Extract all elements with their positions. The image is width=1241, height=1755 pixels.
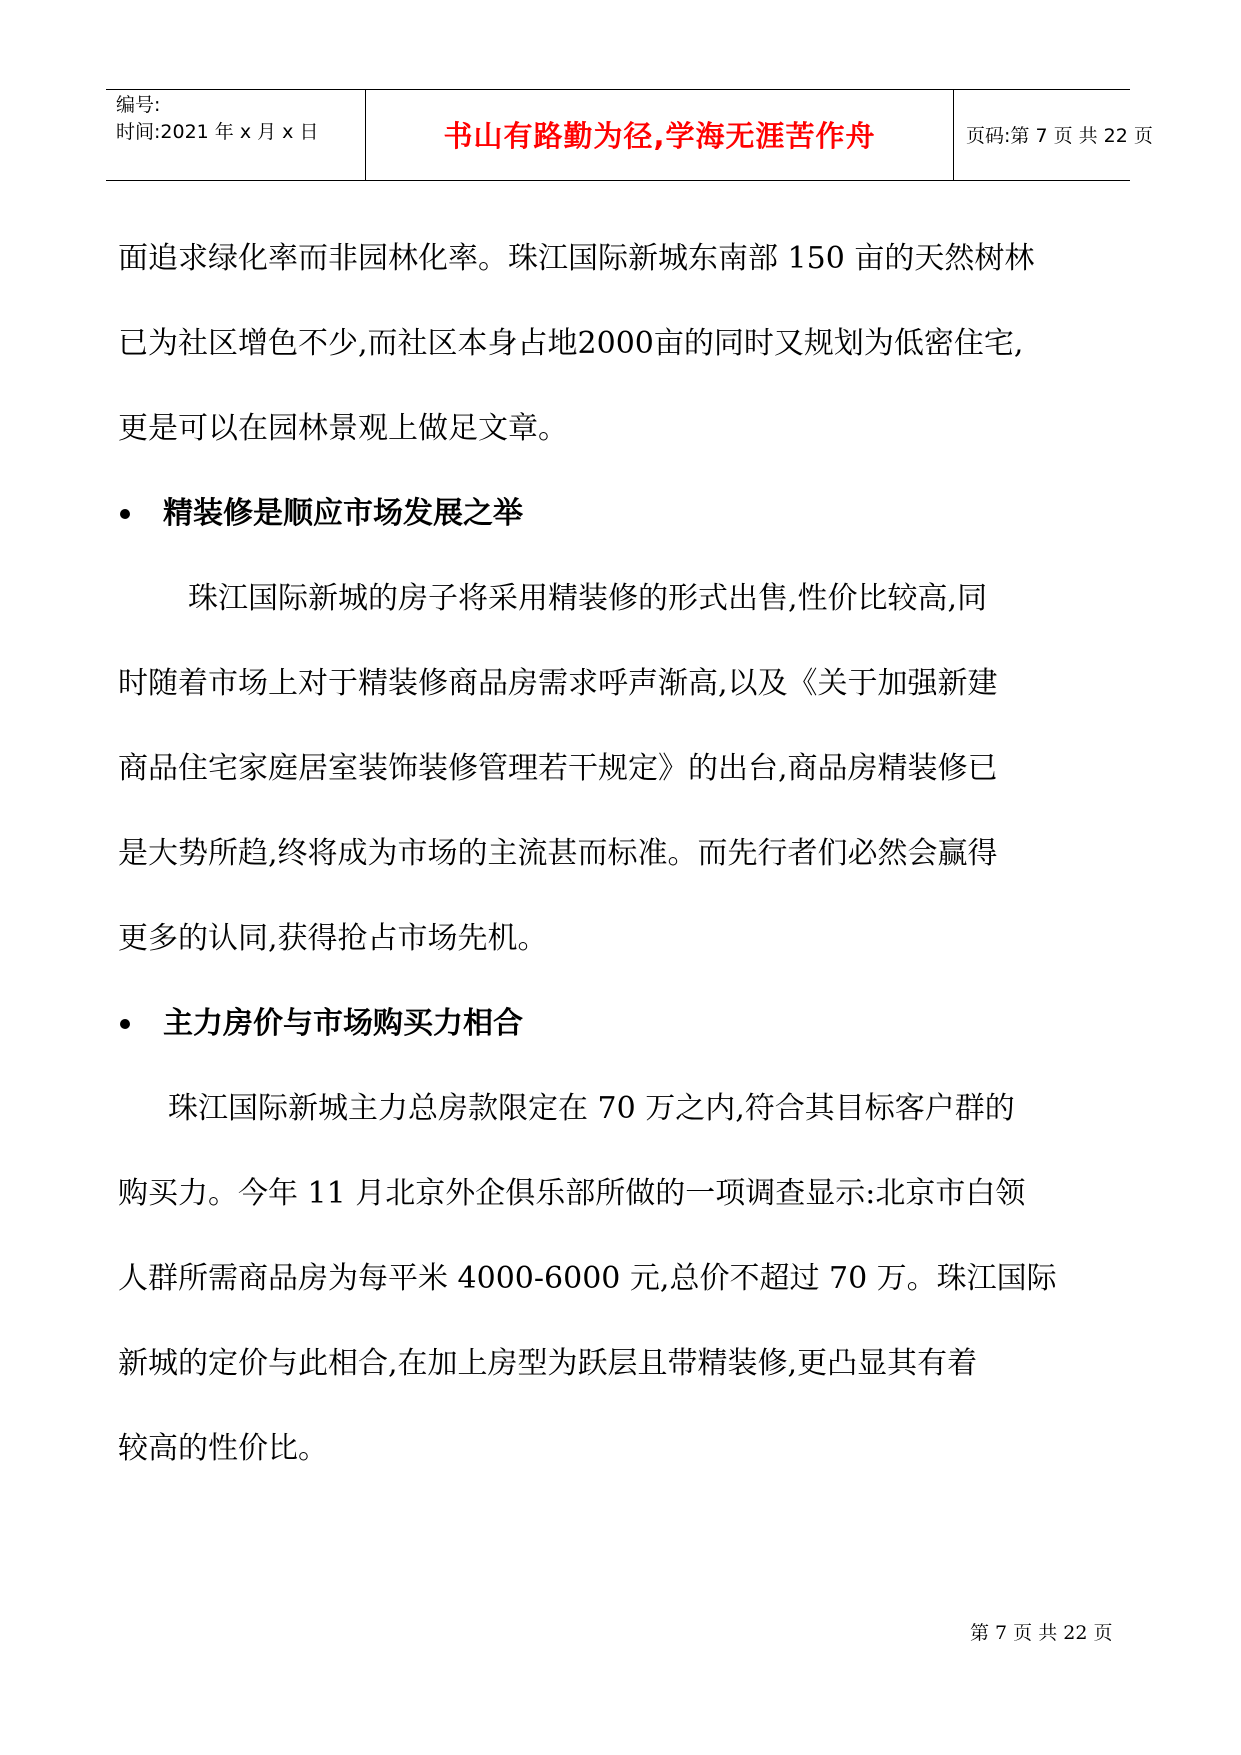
paragraph-line: 时随着市场上对于精装修商品房需求呼声渐高,以及《关于加强新建: [118, 666, 998, 701]
page-footer: 第 7 页 共 22 页: [970, 1622, 1113, 1644]
header-meta: [106, 90, 366, 180]
bullet-icon: [120, 1019, 130, 1029]
document-header: [106, 89, 1153, 181]
paragraph-line: 是大势所趋,终将成为市场的主流甚而标准。而先行者们必然会赢得: [118, 836, 998, 871]
section-heading-text: 精装修是顺应市场发展之举: [163, 496, 523, 531]
paragraph-line: 更是可以在园林景观上做足文章。: [118, 411, 568, 446]
paragraph-line: 珠江国际新城的房子将采用精装修的形式出售,性价比较高,同: [188, 581, 988, 616]
header-motto: 书山有路勤为径,学海无涯苦作舟: [366, 90, 954, 180]
paragraph-line: 面追求绿化率而非园林化率。珠江国际新城东南部 150 亩的天然树林: [118, 241, 1035, 276]
paragraph-line: 人群所需商品房为每平米 4000-6000 元,总价不超过 70 万。珠江国际: [118, 1261, 1057, 1296]
paragraph-line: 较高的性价比。: [118, 1431, 328, 1466]
paragraph-line: 已为社区增色不少,而社区本身占地2000亩的同时又规划为低密住宅,: [118, 326, 1024, 361]
paragraph-line: 商品住宅家庭居室装饰装修管理若干规定》的出台,商品房精装修已: [118, 751, 998, 786]
bullet-icon: [120, 509, 130, 519]
paragraph-line: 珠江国际新城主力总房款限定在 70 万之内,符合其目标客户群的: [168, 1091, 1015, 1126]
section-heading-price: [118, 981, 1168, 1066]
paragraph-line: 更多的认同,获得抢占市场先机。: [118, 921, 548, 956]
header-number-label: 编号:: [116, 94, 161, 116]
section-heading-renovation: [118, 471, 1168, 556]
document-body: [118, 216, 1168, 1491]
header-time-label: 时间:2021 年 x 月 x 日: [116, 121, 319, 143]
paragraph-line: 新城的定价与此相合,在加上房型为跃层且带精装修,更凸显其有着: [118, 1346, 978, 1381]
header-page-label: 页码:第 7 页 共 22 页: [966, 125, 1153, 147]
section-heading-text: 主力房价与市场购买力相合: [163, 1006, 523, 1041]
paragraph-line: 购买力。今年 11 月北京外企俱乐部所做的一项调查显示:北京市白领: [118, 1176, 1026, 1211]
